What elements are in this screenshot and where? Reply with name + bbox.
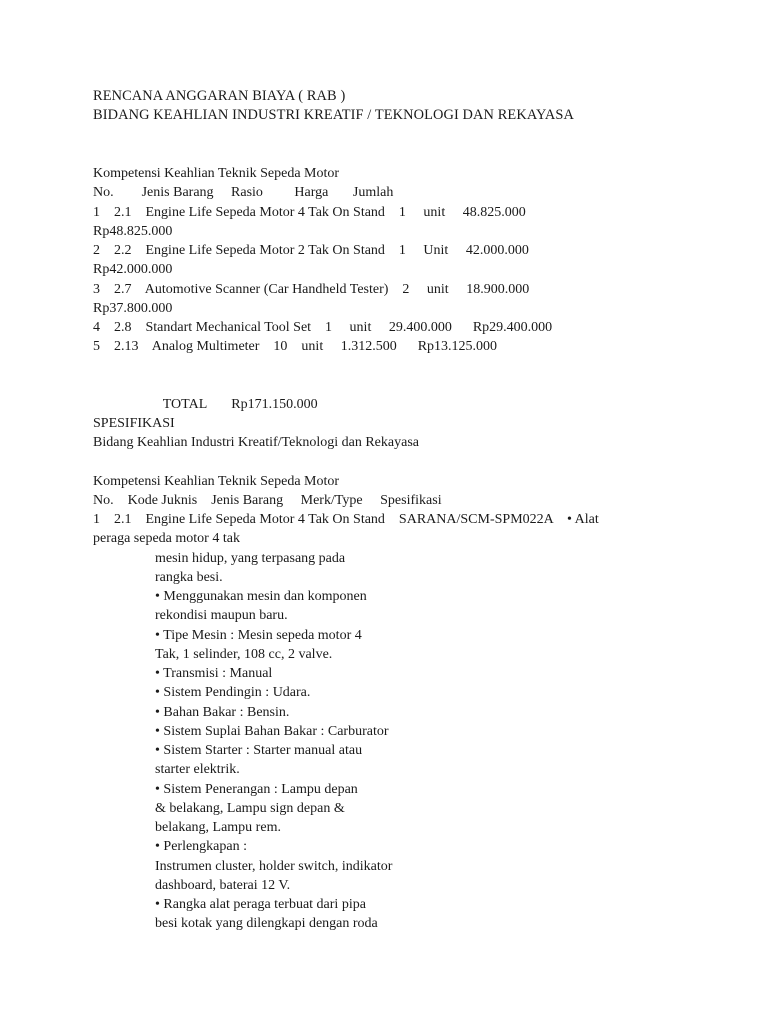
rab-kompetensi: Kompetensi Keahlian Teknik Sepeda Motor bbox=[93, 166, 340, 181]
spec-line: besi kotak yang dilengkapi dengan roda bbox=[155, 916, 378, 931]
rab-row: Rp48.825.000 bbox=[93, 224, 173, 239]
rab-row: 1 2.1 Engine Life Sepeda Motor 4 Tak On Stand 1 unit 48.825.000 bbox=[93, 205, 526, 220]
spec-line: • Rangka alat peraga terbuat dari pipa bbox=[155, 897, 366, 912]
title-line-1: RENCANA ANGGARAN BIAYA ( RAB ) bbox=[93, 88, 346, 104]
spec-line: mesin hidup, yang terpasang pada bbox=[155, 551, 346, 566]
spec-line: Tak, 1 selinder, 108 cc, 2 valve. bbox=[155, 647, 333, 662]
rab-row: 2 2.2 Engine Life Sepeda Motor 2 Tak On Stand 1 Unit 42.000.000 bbox=[93, 243, 529, 258]
spec-line: rangka besi. bbox=[155, 570, 223, 585]
spec-line: • Transmisi : Manual bbox=[155, 666, 273, 681]
spec-line: • Sistem Pendingin : Udara. bbox=[155, 685, 311, 700]
spec-line: • Sistem Suplai Bahan Bakar : Carburator bbox=[155, 724, 389, 739]
spec-row-1-cont: peraga sepeda motor 4 tak bbox=[93, 531, 240, 546]
spec-line: & belakang, Lampu sign depan & bbox=[155, 801, 345, 816]
spec-row-1: 1 2.1 Engine Life Sepeda Motor 4 Tak On Stand SARANA/SCM-SPM022A • Alat bbox=[93, 512, 599, 527]
spec-line: starter elektrik. bbox=[155, 762, 240, 777]
spec-line: • Bahan Bakar : Bensin. bbox=[155, 705, 290, 720]
rab-table-header: No. Jenis Barang Rasio Harga Jumlah bbox=[93, 185, 394, 200]
rab-row: Rp42.000.000 bbox=[93, 262, 173, 277]
spec-kompetensi: Kompetensi Keahlian Teknik Sepeda Motor bbox=[93, 474, 340, 489]
title-line-2: BIDANG KEAHLIAN INDUSTRI KREATIF / TEKNOLOGI DAN REKAYASA bbox=[93, 107, 574, 123]
rab-row: 4 2.8 Standart Mechanical Tool Set 1 unit 29.400.000 Rp29.400.000 bbox=[93, 320, 553, 335]
spec-table-header: No. Kode Juknis Jenis Barang Merk/Type Spesifikasi bbox=[93, 493, 442, 508]
spec-line: dashboard, baterai 12 V. bbox=[155, 878, 291, 893]
rab-row: 3 2.7 Automotive Scanner (Car Handheld Tester) 2 unit 18.900.000 bbox=[93, 282, 530, 297]
spec-line: • Sistem Starter : Starter manual atau bbox=[155, 743, 363, 758]
spec-line: Instrumen cluster, holder switch, indikator bbox=[155, 859, 393, 874]
rab-row: Rp37.800.000 bbox=[93, 301, 173, 316]
spec-line: belakang, Lampu rem. bbox=[155, 820, 281, 835]
spec-line: • Perlengkapan : bbox=[155, 839, 247, 854]
rab-row: 5 2.13 Analog Multimeter 10 unit 1.312.500 Rp13.125.000 bbox=[93, 339, 498, 354]
spec-line: • Tipe Mesin : Mesin sepeda motor 4 bbox=[155, 628, 362, 643]
spec-line: rekondisi maupun baru. bbox=[155, 608, 288, 623]
spec-line: • Menggunakan mesin dan komponen bbox=[155, 589, 367, 604]
spec-bidang: Bidang Keahlian Industri Kreatif/Teknologi dan Rekayasa bbox=[93, 435, 419, 450]
spec-line: • Sistem Penerangan : Lampu depan bbox=[155, 782, 358, 797]
spec-heading: SPESIFIKASI bbox=[93, 416, 175, 431]
rab-total: TOTAL Rp171.150.000 bbox=[93, 397, 318, 412]
